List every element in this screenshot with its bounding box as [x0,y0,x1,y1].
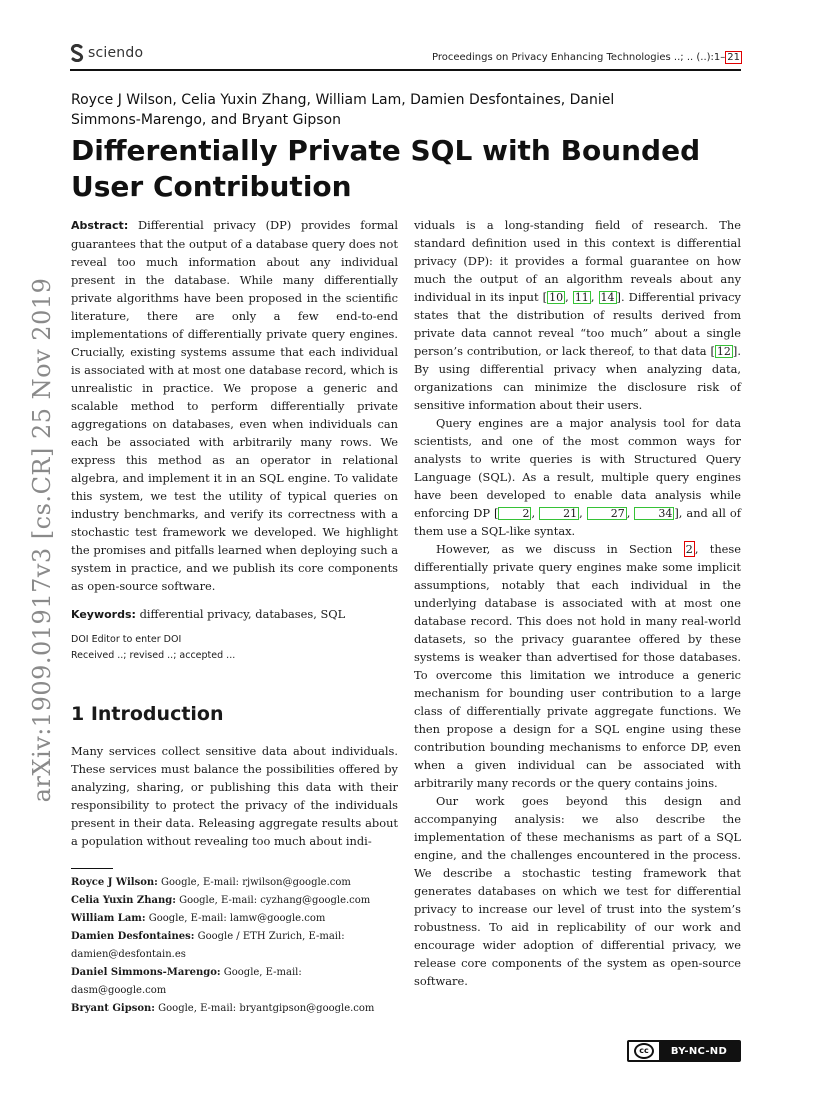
footnote-text: Google / ETH Zurich, E-mail: damien@desfontain.es [71,931,345,960]
citation-link[interactable]: 2 [498,507,531,520]
text-run: , these differentially private query engines make some implicit assumptions, notably that each individual in the underlying database is associated with at most one database record. This does not hold in many real-world datasets, so the privacy guarantee offered by these systems is weaker than advertised for those databases. To overcome this limitation we introduce a generic mechanism for bounding user contribution to a large class of differentially private aggregate functions. We then propose a design for a SQL engine using these contribution bounding mechanisms to enforce DP, even when a given individual can be associated with arbitrarily many records or the query contains joins. [414,542,741,790]
received-line: Received ..; revised ..; accepted ... [71,650,236,661]
text-run: ]. Differential privacy states that the distribution of results derived from private data cannot reveal “too much” about a single person’s contribution, or lack thereof, to that data [ [414,290,741,358]
footnote-item [71,910,398,928]
footnote-item [71,964,398,1000]
text-run: Query engines are a major analysis tool for data scientists, and one of the most common ways for analysts to write queries is with Structured Query Language (SQL). As a result, multiple query engines have been developed to enable data analysis while enforcing DP [ [414,416,741,520]
right-paragraph-4: Our work goes beyond this design and accompanying analysis: we also describe the implementation of these mechanisms as part of a SQL engine, and the challenges encountered in the process. We describe a stochastic testing framework that generates databases on which we test for differential privacy to increase our level of trust into the system’s robustness. To aid in replicability of our work and encourage wider adoption of differential privacy, we release core components of the system as open-source software. [414,794,741,988]
right-paragraph-3 [414,540,741,792]
footnote-author: William Lam: [71,913,146,924]
text-run: However, as we discuss in Section [436,542,684,556]
citation-link[interactable]: 14 [600,291,615,304]
section-heading-introduction: 1 Introduction [71,703,224,725]
page-count-link[interactable]: 21 [727,52,740,63]
publisher-name: sciendo [88,45,144,61]
creative-commons-icon [629,1042,659,1060]
right-paragraph-1: viduals is a long-standing field of research. The standard definition used in this context is differential privacy (DP): it provides a formal guarantee on how much the output of an algorithm reveals about any individual in its input [ 10 , 11 , 14 ]. Differential privacy states that the distribution of results derived from private data cannot reveal “too much” about a single person’s contribution, or lack thereof, to that data [ 12 ]. By using differential privacy when analyzing data, organizations can minimize the disclosure risk of sensitive information about their users. [414,218,741,412]
header-rule [70,69,741,71]
footnote-text: Google, E-mail: bryantgipson@google.com [154,1003,375,1014]
keywords-text: differential privacy, databases, SQL [139,607,346,621]
citation-link[interactable]: 10 [549,291,564,304]
text-run: ], and all of them use a SQL-like syntax. [414,506,741,538]
footnote-item [71,928,398,964]
footnote-item [71,1000,398,1018]
citation-link[interactable]: 27 [587,507,627,520]
cc-mark: cc [634,1043,654,1059]
footnote-item [71,892,398,910]
author-list: Royce J Wilson, Celia Yuxin Zhang, William Lam, Damien Desfontaines, Daniel Simmons-Marengo, and Bryant Gipson [71,92,615,128]
footnote-item [71,874,398,892]
footnote-text: Google, E-mail: rjwilson@google.com [157,877,351,888]
footnote-author: Bryant Gipson: [71,1003,155,1014]
right-column [414,216,741,990]
text-run: ]. By using differential privacy when analyzing data, organizations can minimize the disclosure risk of sensitive information about their users. [414,344,741,412]
footnote-author: Damien Desfontaines: [71,931,195,942]
paper-title: Differentially Private SQL with Bounded User Contribution [71,134,701,203]
abstract-label: Abstract: [71,219,129,232]
footnote-author: Daniel Simmons-Marengo: [71,967,221,978]
citation-link[interactable]: 11 [574,291,589,304]
left-column [71,216,398,850]
footnote-author: Celia Yuxin Zhang: [71,895,176,906]
section-link[interactable]: 2 [685,542,693,556]
footnote-text: Google, E-mail: dasm@google.com [71,967,302,996]
arxiv-identifier: arXiv:1909.01917v3 [cs.CR] 25 Nov 2019 [28,277,56,803]
citation-link[interactable]: 21 [539,507,579,520]
cc-license-badge[interactable] [627,1040,741,1062]
text-run: viduals is a long-standing field of research. The standard definition used in this context is differential privacy (DP): it provides a formal guarantee on how much the output of an algorithm reveals about any individual in its input [ [414,218,741,304]
abstract-text: Differential privacy (DP) provides formal guarantees that the output of a database query does not reveal too much information about any individual present in the database. While many differentially private algorithms have been proposed in the scientific literature, there are only a few end-to-end implementations of differentially private query engines. Crucially, existing systems assume that each individual is associated with at most one database record, which is unrealistic in practice. We propose a generic and scalable method to perform differentially private aggregations on databases, even when individuals can each be associated with arbitrarily many rows. We express this method as an operator in relational algebra, and implement it in an SQL engine. To validate this system, we test the utility of typical queries on industry benchmarks, and verify its correctness with a stochastic test framework we developed. We highlight the promises and pitfalls learned when deploying such a system in practice, and we publish its core components as open-source software. [71,218,398,593]
license-label: BY-NC-ND [670,1045,728,1057]
citation-link[interactable]: 12 [716,345,731,358]
right-paragraph-2: Query engines are a major analysis tool for data scientists, and one of the most common ways for analysts to write queries is with Structured Query Language (SQL). As a result, multiple query engines have been developed to enable data analysis while enforcing DP [ 2 , 21 , 27 , 34 ], and all of them use a SQL-like syntax. [414,416,741,538]
publisher-logo-block [70,44,143,62]
footnote-text: Google, E-mail: lamw@google.com [145,913,326,924]
keywords-label: Keywords: [71,608,136,621]
footnote-text: Google, E-mail: cyzhang@google.com [175,895,371,906]
keywords [71,605,398,624]
sciendo-logo-icon [70,44,84,62]
intro-paragraph: Many services collect sensitive data about individuals. These services must balance the possibilities offered by analyzing, sharing, or publishing this data with their responsibility to protect the privacy of the individuals present in their data. Releasing aggregate results about a population without revealing too much about indi- [71,744,398,848]
abstract [71,216,398,595]
author-footnotes [71,874,398,1018]
footnote-rule [71,868,113,869]
footnote-author: Royce J Wilson: [71,877,158,888]
doi-line: DOI Editor to enter DOI [71,634,182,645]
journal-reference [432,52,742,63]
journal-name: Proceedings on Privacy Enhancing Technologies ..; .. (..):1– [432,52,726,63]
citation-link[interactable]: 34 [634,507,674,520]
